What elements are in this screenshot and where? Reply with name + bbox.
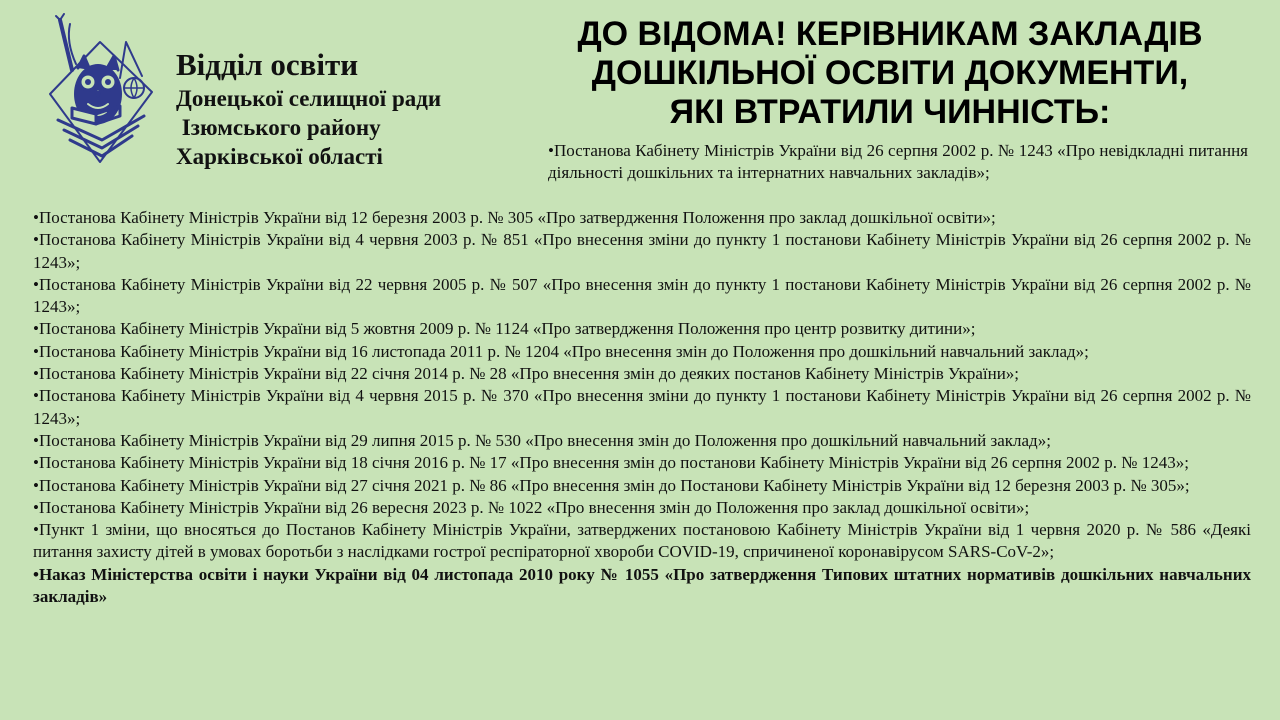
org-line-3: Ізюмського району <box>176 115 381 140</box>
document-item-1: •Постанова Кабінету Міністрів України від 26 серпня 2002 р. № 1243 «Про невідкладні питання діяльності дошкільних та інтернатних навчальних закладів»; <box>548 141 1248 183</box>
document-item-11: •Постанова Кабінету Міністрів України від 27 січня 2021 р. № 86 «Про внесення змін до Постанови Кабінету Міністрів України від 12 березня 2003 р. № 305»; <box>33 475 1190 495</box>
document-item-2: •Постанова Кабінету Міністрів України від 12 березня 2003 р. № 305 «Про затвердження Положення про заклад дошкільної освіти»; <box>33 208 996 227</box>
document-list-top <box>548 140 1248 185</box>
page-title <box>530 15 1250 132</box>
document-item-14: •Наказ Міністерства освіти і науки України від 04 листопада 2010 року № 1055 «Про затвердження Типових штатних нормативів дошкільних навчальних закладів» <box>33 564 1251 607</box>
document-item-7: •Постанова Кабінету Міністрів України від 22 січня 2014 р. № 28 «Про внесення змін до деяких постанов Кабінету Міністрів України»; <box>33 364 1020 384</box>
document-item-5: •Постанова Кабінету Міністрів України від 5 жовтня 2009 р. № 1124 «Про затвердження Положення про центр розвитку дитини»; <box>33 319 976 339</box>
document-item-6: •Постанова Кабінету Міністрів України від 16 листопада 2011 р. № 1204 «Про внесення змін до Положення про дошкільний навчальний заклад»; <box>33 341 1089 361</box>
document-item-9: •Постанова Кабінету Міністрів України від 29 липня 2015 р. № 530 «Про внесення змін до Положення про дошкільний навчальний заклад»; <box>33 430 1051 450</box>
organization-name <box>176 46 441 171</box>
document-item-3: •Постанова Кабінету Міністрів України від 4 червня 2003 р. № 851 «Про внесення зміни до пункту 1 постанови Кабінету Міністрів України від 26 серпня 2002 р. № 1243»; <box>33 230 1251 272</box>
document-item-12: •Постанова Кабінету Міністрів України від 26 вересня 2023 р. № 1022 «Про внесення змін до Положення про заклад дошкільної освіти»; <box>33 497 1030 517</box>
document-item-8: •Постанова Кабінету Міністрів України від 4 червня 2015 р. № 370 «Про внесення зміни до пункту 1 постанови Кабінету Міністрів України від 26 серпня 2002 р. № 1243»; <box>33 386 1251 428</box>
org-line-1: Відділ освіти <box>176 47 359 82</box>
document-list <box>33 207 1251 608</box>
title-line-2: ДОШКІЛЬНОЇ ОСВІТИ ДОКУМЕНТИ, <box>591 54 1189 92</box>
title-line-3: ЯКІ ВТРАТИЛИ ЧИННІСТЬ: <box>669 93 1111 131</box>
document-item-10: •Постанова Кабінету Міністрів України від 18 січня 2016 р. № 17 «Про внесення змін до постанови Кабінету Міністрів України від 26 серпня 2002 р. № 1243»; <box>33 453 1189 473</box>
owl-with-books-logo-icon <box>42 12 160 170</box>
document-item-13: •Пункт 1 зміни, що вносяться до Постанов Кабінету Міністрів України, затверджених постановою Кабінету Міністрів України від 1 червня 2020 р. № 586 «Деякі питання захисту дітей в умовах боротьби з наслідками гострої респіраторної хвороби COVID-19, спричиненої коронавірусом SARS-CoV-2»; <box>33 520 1251 562</box>
org-line-4: Харківської області <box>176 144 383 169</box>
title-line-1: ДО ВІДОМА! КЕРІВНИКАМ ЗАКЛАДІВ <box>577 15 1203 53</box>
document-item-4: •Постанова Кабінету Міністрів України від 22 червня 2005 р. № 507 «Про внесення змін до пункту 1 постанови Кабінету Міністрів України від 26 серпня 2002 р. № 1243»; <box>33 274 1251 317</box>
org-line-2: Донецької селищної ради <box>176 86 442 111</box>
